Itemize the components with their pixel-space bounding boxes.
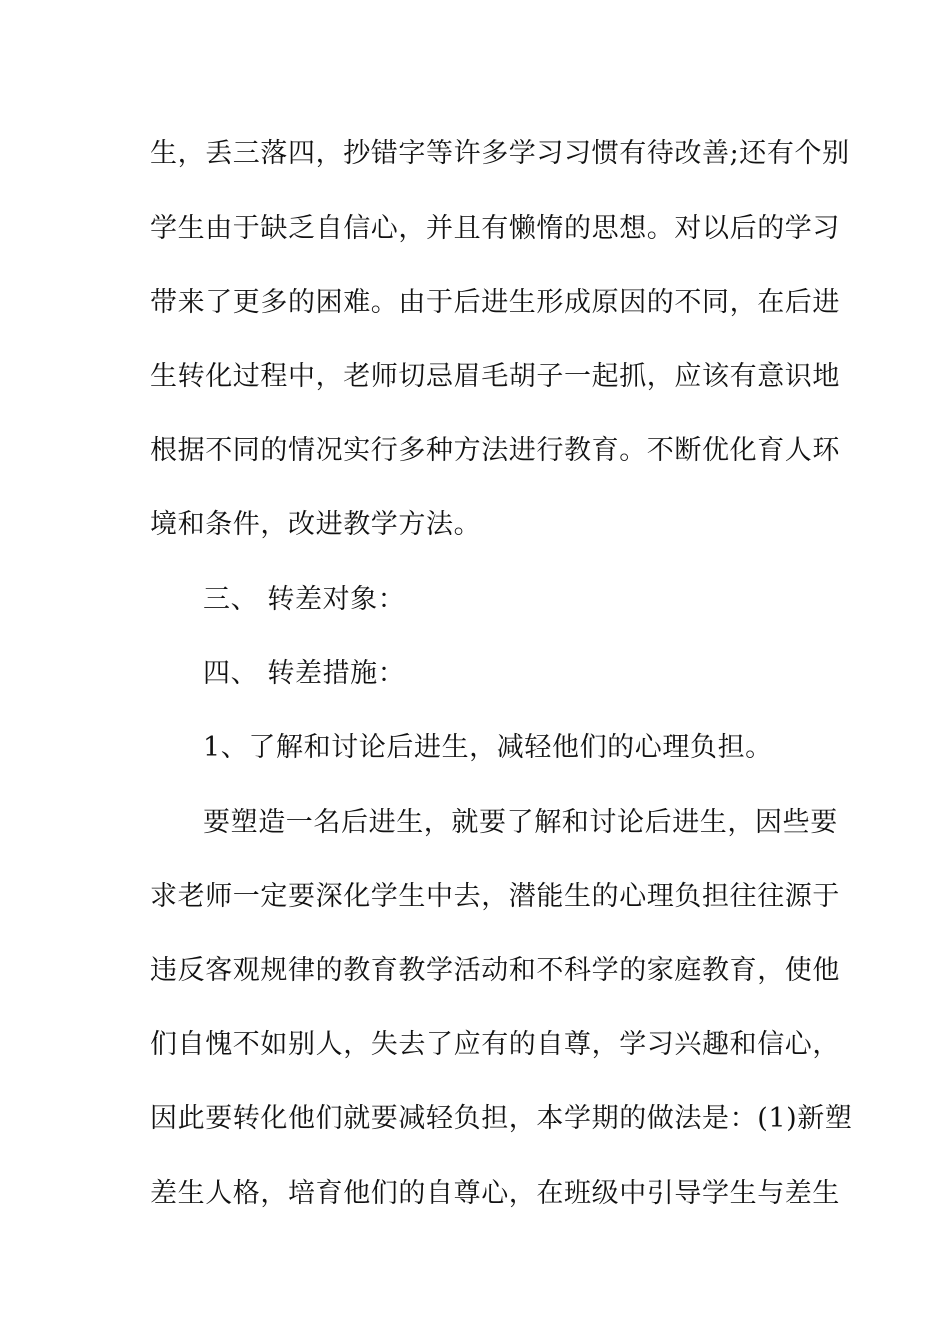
text-line: 学生由于缺乏自信心，并且有懒惰的思想。对以后的学习: [150, 213, 840, 244]
list-item-heading: 1、了解和讨论后进生，减轻他们的心理负担。: [203, 732, 773, 763]
paragraph-first-line: 要塑造一名后进生，就要了解和讨论后进生，因些要: [203, 807, 838, 838]
section-heading: 三、 转差对象：: [203, 584, 406, 615]
text-line: 带来了更多的困难。由于后进生形成原因的不同，在后进: [150, 287, 840, 318]
text-line: 根据不同的情况实行多种方法进行教育。不断优化育人环: [150, 435, 840, 466]
section-heading: 四、 转差措施：: [203, 658, 406, 689]
text-line: 生转化过程中，老师切忌眉毛胡子一起抓，应该有意识地: [150, 361, 840, 392]
text-line: 求老师一定要深化学生中去，潜能生的心理负担往往源于: [150, 881, 840, 912]
text-line: 差生人格，培育他们的自尊心，在班级中引导学生与差生: [150, 1178, 840, 1209]
text-line: 违反客观规律的教育教学活动和不科学的家庭教育，使他: [150, 955, 840, 986]
text-line: 境和条件，改进教学方法。: [150, 509, 482, 540]
text-line: 生，丢三落四，抄错字等许多学习习惯有待改善;还有个别: [150, 138, 850, 169]
text-line: 因此要转化他们就要减轻负担，本学期的做法是：(1)新塑: [150, 1103, 853, 1134]
text-line: 们自愧不如别人，失去了应有的自尊，学习兴趣和信心，: [150, 1029, 840, 1060]
